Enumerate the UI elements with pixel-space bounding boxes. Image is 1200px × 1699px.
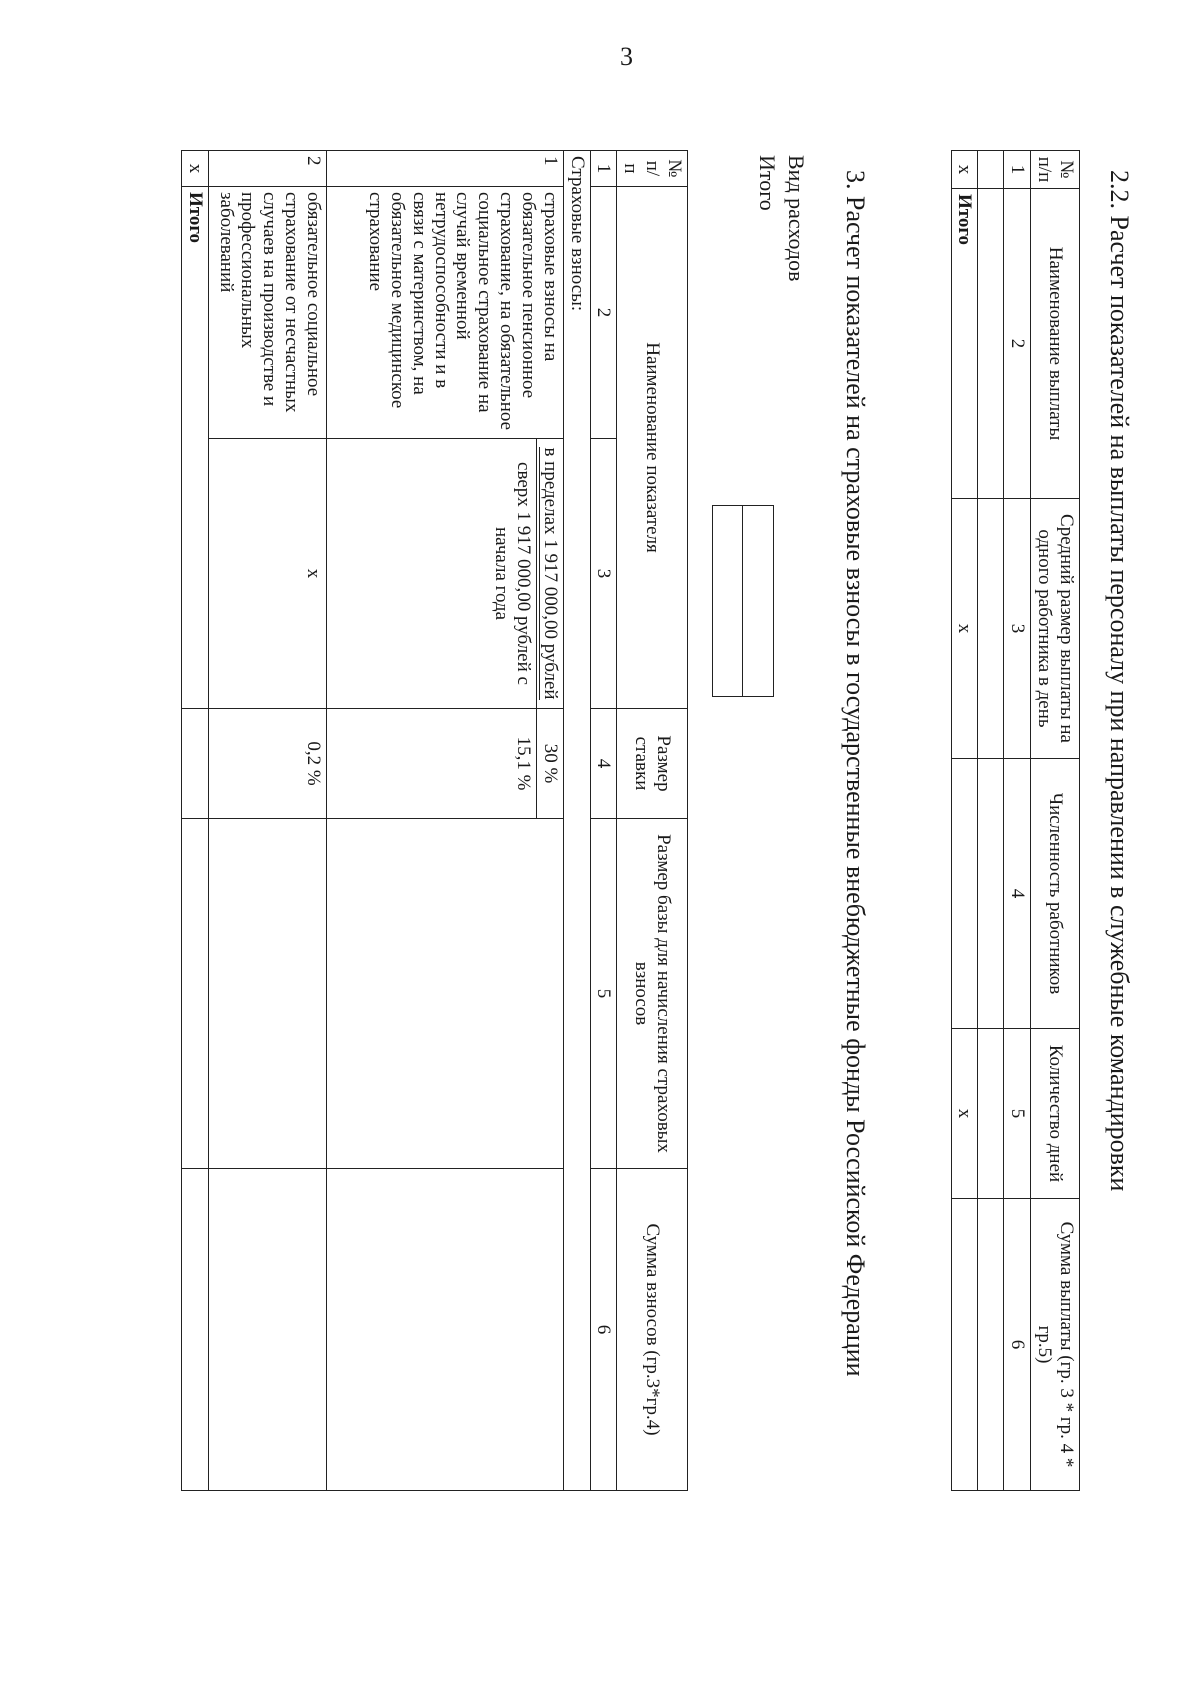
header-num: № п/п [1031, 151, 1080, 189]
header-payment-name: Наименование выплаты [1031, 189, 1080, 499]
expense-type-labels [752, 155, 810, 282]
total-base [182, 819, 209, 1169]
row-sub: х [208, 439, 326, 709]
row-num: 1 [326, 151, 563, 187]
table-row [536, 151, 563, 1491]
header-base: Размер базы для начисления страховых взносов [617, 819, 688, 1169]
col-num-2: 2 [590, 187, 617, 439]
row-rate-b: 15,1 % [326, 709, 536, 819]
total-num: х [951, 151, 978, 189]
total-sum [182, 1169, 209, 1491]
row-base [326, 819, 563, 1169]
row-sub-a [536, 439, 563, 709]
col-num-5: 5 [590, 819, 617, 1169]
rotated-content [184, 110, 1170, 1640]
empty-cell [978, 189, 1004, 499]
header-indicator-name: Наименование показателя [617, 187, 688, 709]
col-num-3: 3 [1004, 499, 1031, 759]
section-3-title: 3. Расчет показателей на страховые взносы в государственные внебюджетные фонды Российской Федерации [841, 170, 870, 1377]
total-num: х [182, 151, 209, 187]
row-num: 2 [208, 151, 326, 187]
col-num-3: 3 [590, 439, 617, 709]
table-header-row [1031, 151, 1080, 1491]
header-contribution-sum: Сумма взносов (гр.3*гр.4) [617, 1169, 688, 1491]
total-count [951, 759, 978, 1029]
col-num-2: 2 [1004, 189, 1031, 499]
total-days: х [951, 1029, 978, 1199]
row-rate-a: 30 % [536, 709, 563, 819]
column-number-row [1004, 151, 1031, 1491]
expense-type-box [712, 505, 774, 697]
total-label: Итого [951, 189, 978, 499]
header-num: № п/п [617, 151, 688, 187]
col-num-1: 1 [1004, 151, 1031, 189]
header-rate: Размер ставки [617, 709, 688, 819]
group-label: Страховые взносы: [563, 151, 590, 1491]
col-num-6: 6 [590, 1169, 617, 1491]
expense-type-box-divider [742, 506, 743, 696]
total-label: Итого [182, 187, 209, 709]
empty-cell [978, 499, 1004, 759]
table-row [208, 151, 326, 1491]
empty-row [978, 151, 1004, 1491]
empty-cell [978, 151, 1004, 189]
row-name: обязательное социальное страхование от несчастных случаев на производстве и профессиональных заболеваний [208, 187, 326, 439]
total-row [951, 151, 978, 1491]
row-base [208, 819, 326, 1169]
header-days: Количество дней [1031, 1029, 1080, 1199]
total-rate [182, 709, 209, 819]
total-avg: х [951, 499, 978, 759]
header-employee-count: Численность работников [1031, 759, 1080, 1029]
table-header-row [617, 151, 688, 1491]
row-sum [208, 1169, 326, 1491]
col-num-5: 5 [1004, 1029, 1031, 1199]
group-row [563, 151, 590, 1491]
row-rate: 0,2 % [208, 709, 326, 819]
row-sum [326, 1169, 563, 1491]
section-2-2-title: 2.2. Расчет показателей на выплаты персоналу при направлении в служебные командировки [1105, 170, 1134, 1192]
insurance-contributions-table [181, 150, 688, 1491]
row-sub-b: сверх 1 917 000,00 рублей с начала года [326, 439, 536, 709]
expense-total-label: Итого [755, 155, 780, 211]
col-num-4: 4 [1004, 759, 1031, 1029]
header-sum: Сумма выплаты (гр. 3 * гр. 4 * гр.5) [1031, 1199, 1080, 1491]
empty-cell [978, 759, 1004, 1029]
header-avg-payment: Средний размер выплаты на одного работника в день [1031, 499, 1080, 759]
col-num-4: 4 [590, 709, 617, 819]
total-sum [951, 1199, 978, 1491]
page-number: 3 [620, 42, 633, 71]
col-num-1: 1 [590, 151, 617, 187]
total-row [182, 151, 209, 1491]
column-number-row [590, 151, 617, 1491]
travel-payments-table [951, 150, 1080, 1491]
row-sub-a-text: в пределах 1 917 000,00 рублей [539, 447, 561, 700]
col-num-6: 6 [1004, 1199, 1031, 1491]
empty-cell [978, 1029, 1004, 1199]
empty-cell [978, 1199, 1004, 1491]
row-name: страховые взносы на обязательное пенсионное страхование, на обязательное социальное страхование на случай временной нетрудоспособности и в связи с материнством, на обязательное медицинское страхование [326, 187, 563, 439]
expense-type-label: Вид расходов [784, 155, 809, 282]
